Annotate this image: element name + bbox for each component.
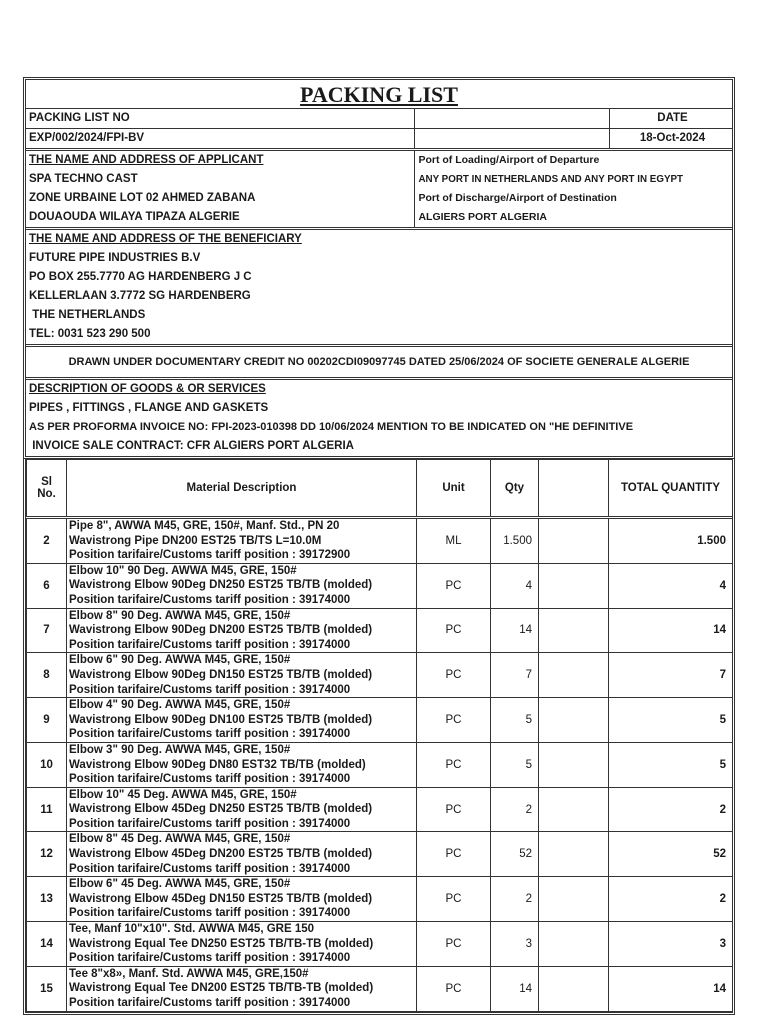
header-sl-line2: No. [37, 488, 56, 500]
row-qty: 3 [491, 922, 539, 967]
header-unit: Unit [417, 460, 491, 518]
packing-list-no: EXP/002/2024/FPI-BV [26, 129, 415, 148]
description-line: Elbow 6" 45 Deg. AWWA M45, GRE, 150# [69, 878, 291, 891]
row-blank [539, 518, 609, 564]
beneficiary-line: PO BOX 255.7770 AG HARDENBERG J C [29, 271, 252, 283]
goods-label: DESCRIPTION OF GOODS & OR SERVICES [29, 383, 266, 395]
blank-cell [415, 109, 610, 128]
table-row [27, 563, 733, 608]
applicant-section [26, 151, 732, 230]
ports-block [415, 151, 732, 227]
description-line: Position tarifaire/Customs tariff position : 39174000 [69, 638, 351, 651]
row-qty: 14 [491, 966, 539, 1011]
row-blank [539, 787, 609, 832]
row-description [67, 518, 417, 564]
row-description [67, 922, 417, 967]
row-sl: 15 [27, 966, 67, 1011]
row-blank [539, 922, 609, 967]
goods-section [26, 380, 732, 456]
row-unit: PC [417, 653, 491, 698]
goods-line: PIPES , FITTINGS , FLANGE AND GASKETS [29, 402, 269, 414]
row-unit: PC [417, 608, 491, 653]
row-sl: 10 [27, 742, 67, 787]
description-line: Wavistrong Elbow 90Deg DN150 EST25 TB/TB (molded) [69, 668, 373, 681]
row-description [67, 653, 417, 698]
beneficiary-line: THE NETHERLANDS [29, 309, 146, 321]
row-qty: 7 [491, 653, 539, 698]
applicant-block [26, 151, 415, 227]
table-row [27, 922, 733, 967]
row-total-quantity: 5 [609, 742, 733, 787]
row-sl: 8 [27, 653, 67, 698]
row-unit: PC [417, 966, 491, 1011]
table-row [27, 966, 733, 1011]
date-value: 18-Oct-2024 [639, 132, 706, 144]
description-line: Wavistrong Elbow 45Deg DN200 EST25 TB/TB (molded) [69, 848, 373, 861]
description-line: Position tarifaire/Customs tariff position : 39174000 [69, 997, 351, 1009]
description-line: Wavistrong Elbow 90Deg DN250 EST25 TB/TB (molded) [69, 579, 373, 592]
description-line: Wavistrong Elbow 90Deg DN80 EST32 TB/TB (molded) [69, 758, 366, 771]
row-total-quantity: 52 [609, 832, 733, 877]
goods-line: AS PER PROFORMA INVOICE NO: FPI-2023-010398 DD 10/06/2024 MENTION TO BE INDICATED ON "HE DEFINITIVE [29, 421, 634, 433]
packing-list-document [23, 77, 735, 1015]
row-blank [539, 608, 609, 653]
description-line: Wavistrong Elbow 45Deg DN150 EST25 TB/TB (molded) [69, 892, 373, 905]
row-blank [539, 653, 609, 698]
description-line: Elbow 3" 90 Deg. AWWA M45, GRE, 150# [69, 743, 291, 756]
description-line: Wavistrong Elbow 90Deg DN200 EST25 TB/TB (molded) [69, 624, 373, 637]
port-discharge: ALGIERS PORT ALGERIA [418, 211, 547, 223]
blank-cell [415, 129, 610, 148]
packing-list-no-label: PACKING LIST NO [26, 109, 415, 128]
beneficiary-label: THE NAME AND ADDRESS OF THE BENEFICIARY [29, 233, 302, 245]
credit-line: DRAWN UNDER DOCUMENTARY CREDIT NO 00202CDI09097745 DATED 25/06/2024 OF SOCIETE GENERALE ALGERIE [26, 347, 732, 380]
description-line: Position tarifaire/Customs tariff position : 39174000 [69, 683, 351, 696]
applicant-line: SPA TECHNO CAST [29, 173, 138, 185]
header-blank [539, 460, 609, 518]
goods-line: INVOICE SALE CONTRACT: CFR ALGIERS PORT ALGERIA [29, 440, 354, 452]
applicant-line: DOUAOUDA WILAYA TIPAZA ALGERIE [29, 211, 240, 223]
description-line: Pipe 8", AWWA M45, GRE, 150#, Manf. Std., PN 20 [69, 520, 340, 532]
row-total-quantity: 3 [609, 922, 733, 967]
description-line: Elbow 10" 45 Deg. AWWA M45, GRE, 150# [69, 788, 297, 801]
row-qty: 5 [491, 742, 539, 787]
row-qty: 52 [491, 832, 539, 877]
row-sl: 12 [27, 832, 67, 877]
packing-no-row [26, 109, 732, 129]
description-line: Position tarifaire/Customs tariff position : 39172900 [69, 549, 351, 562]
applicant-label: THE NAME AND ADDRESS OF APPLICANT [29, 154, 264, 166]
row-qty: 2 [491, 787, 539, 832]
row-description [67, 698, 417, 743]
row-sl: 6 [27, 563, 67, 608]
row-unit: PC [417, 832, 491, 877]
table-row [27, 653, 733, 698]
document-title: PACKING LIST [26, 80, 732, 109]
row-total-quantity: 14 [609, 966, 733, 1011]
row-sl: 9 [27, 698, 67, 743]
table-row [27, 608, 733, 653]
description-line: Position tarifaire/Customs tariff position : 39174000 [69, 907, 351, 920]
port-discharge-label: Port of Discharge/Airport of Destination [418, 192, 617, 204]
row-blank [539, 832, 609, 877]
row-sl: 14 [27, 922, 67, 967]
beneficiary-line: TEL: 0031 523 290 500 [29, 328, 151, 340]
row-qty: 5 [491, 698, 539, 743]
description-line: Elbow 8" 90 Deg. AWWA M45, GRE, 150# [69, 609, 291, 622]
row-unit: PC [417, 787, 491, 832]
row-total-quantity: 7 [609, 653, 733, 698]
row-unit: PC [417, 563, 491, 608]
row-total-quantity: 2 [609, 787, 733, 832]
row-qty: 4 [491, 563, 539, 608]
row-blank [539, 966, 609, 1011]
items-frame [23, 459, 735, 1015]
description-line: Elbow 6" 90 Deg. AWWA M45, GRE, 150# [69, 654, 291, 667]
description-line: Position tarifaire/Customs tariff position : 39174000 [69, 952, 351, 965]
description-line: Wavistrong Equal Tee DN250 EST25 TB/TB-TB (molded) [69, 937, 374, 950]
description-line: Elbow 4" 90 Deg. AWWA M45, GRE, 150# [69, 699, 291, 712]
description-line: Wavistrong Elbow 45Deg DN250 EST25 TB/TB (molded) [69, 803, 373, 816]
beneficiary-line: FUTURE PIPE INDUSTRIES B.V [29, 252, 201, 264]
header-total-quantity: TOTAL QUANTITY [609, 460, 733, 518]
row-description [67, 742, 417, 787]
row-total-quantity: 1.500 [609, 518, 733, 564]
row-sl: 13 [27, 877, 67, 922]
row-unit: ML [417, 518, 491, 564]
row-blank [539, 742, 609, 787]
packing-value-row [26, 129, 732, 151]
description-line: Tee, Manf 10"x10". Std. AWWA M45, GRE 150 [69, 923, 315, 936]
description-line: Wavistrong Equal Tee DN200 EST25 TB/TB-TB (molded) [69, 982, 374, 995]
description-line: Position tarifaire/Customs tariff position : 39174000 [69, 593, 351, 606]
table-row [27, 787, 733, 832]
row-unit: PC [417, 742, 491, 787]
row-blank [539, 698, 609, 743]
items-table [26, 459, 733, 1012]
row-qty: 2 [491, 877, 539, 922]
row-total-quantity: 5 [609, 698, 733, 743]
row-blank [539, 563, 609, 608]
row-description [67, 832, 417, 877]
header-sl-line1: Sl [41, 476, 52, 488]
table-header-row [27, 460, 733, 518]
row-sl: 7 [27, 608, 67, 653]
row-description [67, 966, 417, 1011]
row-description [67, 608, 417, 653]
table-row [27, 698, 733, 743]
header-frame [23, 77, 735, 459]
row-blank [539, 877, 609, 922]
row-description [67, 787, 417, 832]
row-qty: 1.500 [491, 518, 539, 564]
description-line: Elbow 10" 90 Deg. AWWA M45, GRE, 150# [69, 564, 297, 577]
description-line: Position tarifaire/Customs tariff position : 39174000 [69, 728, 351, 741]
header-description: Material Description [67, 460, 417, 518]
table-row [27, 832, 733, 877]
row-description [67, 563, 417, 608]
description-line: Position tarifaire/Customs tariff position : 39174000 [69, 817, 351, 830]
row-sl: 11 [27, 787, 67, 832]
description-line: Position tarifaire/Customs tariff position : 39174000 [69, 773, 351, 786]
port-loading-label: Port of Loading/Airport of Departure [418, 154, 600, 166]
row-sl: 2 [27, 518, 67, 564]
beneficiary-section [26, 230, 732, 347]
description-line: Wavistrong Pipe DN200 EST25 TB/TS L=10.0M [69, 534, 322, 547]
description-line: Position tarifaire/Customs tariff position : 39174000 [69, 862, 351, 875]
table-row [27, 877, 733, 922]
applicant-line: ZONE URBAINE LOT 02 AHMED ZABANA [29, 192, 256, 204]
date-label: DATE [657, 112, 688, 124]
port-loading: ANY PORT IN NETHERLANDS AND ANY PORT IN EGYPT [418, 174, 683, 185]
items-body [27, 518, 733, 1012]
row-total-quantity: 4 [609, 563, 733, 608]
table-row [27, 742, 733, 787]
beneficiary-line: KELLERLAAN 3.7772 SG HARDENBERG [29, 290, 251, 302]
row-description [67, 877, 417, 922]
row-qty: 14 [491, 608, 539, 653]
row-unit: PC [417, 698, 491, 743]
row-total-quantity: 2 [609, 877, 733, 922]
table-row [27, 518, 733, 564]
row-unit: PC [417, 877, 491, 922]
header-sl [27, 460, 67, 518]
header-qty: Qty [491, 460, 539, 518]
row-unit: PC [417, 922, 491, 967]
row-total-quantity: 14 [609, 608, 733, 653]
description-line: Tee 8"x8», Manf. Std. AWWA M45, GRE,150# [69, 967, 309, 980]
description-line: Elbow 8" 45 Deg. AWWA M45, GRE, 150# [69, 833, 291, 846]
description-line: Wavistrong Elbow 90Deg DN100 EST25 TB/TB (molded) [69, 713, 373, 726]
